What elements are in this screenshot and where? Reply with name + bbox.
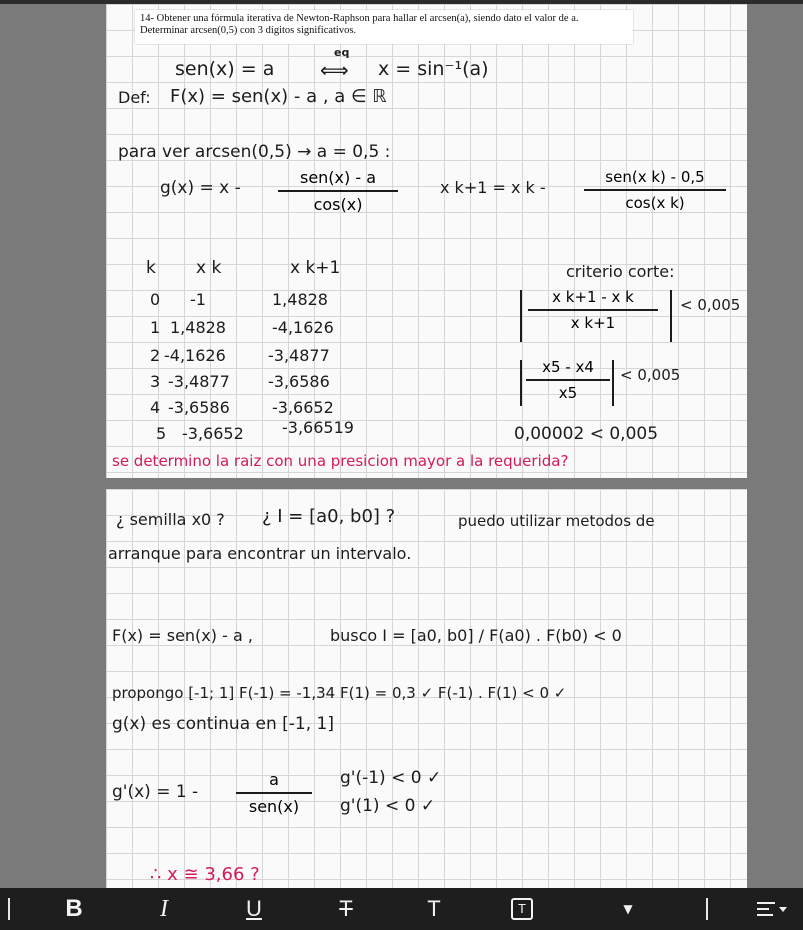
table-row-1-xk1: -4,1626: [272, 318, 334, 337]
table-row-5-k: 5: [156, 424, 167, 443]
table-row-3-xk1: -3,6586: [268, 372, 330, 391]
crit-result: 0,00002 < 0,005: [514, 424, 659, 444]
continua-text: g(x) es continua en [-1, 1]: [112, 714, 334, 734]
iter-fraction-bar: [584, 189, 726, 191]
g-fraction-bar: [278, 190, 398, 192]
seed-question: ¿ semilla x0 ?: [116, 510, 225, 529]
crit2-numerator: x5 - x4: [542, 358, 594, 376]
bold-button[interactable]: B: [65, 895, 83, 922]
table-header-k: k: [146, 258, 156, 278]
criterio-title: criterio corte:: [566, 262, 675, 281]
table-row-0-xk1: 1,4828: [272, 290, 328, 309]
strikethrough-button[interactable]: T: [339, 896, 353, 921]
text-size-button[interactable]: T: [427, 896, 441, 921]
conclusion-text: se determino la raiz con una presicion mayor a la requerida?: [112, 452, 569, 470]
def-label: Def:: [118, 88, 151, 107]
para-line: para ver arcsen(0,5) → a = 0,5 :: [118, 142, 391, 162]
gprime-denominator: sen(x): [248, 797, 300, 816]
g-numerator: sen(x) - a: [299, 168, 377, 187]
final-answer: ∴ x ≅ 3,66 ?: [150, 864, 260, 885]
crit2-fraction-bar: [526, 379, 610, 381]
gprime-numerator: a: [269, 770, 279, 789]
problem-line-2: Determinar arcsen(0,5) con 3 dígitos significativos.: [140, 25, 357, 36]
f-definition: F(x) = sen(x) - a ,: [112, 626, 253, 645]
alignment-menu-button[interactable]: [752, 894, 792, 924]
toolbar-divider-right: [706, 898, 708, 920]
table-row-5-xk: -3,6652: [182, 424, 244, 443]
gprime-check-1: g'(-1) < 0 ✓: [340, 768, 442, 788]
crit2-abs-left: [520, 360, 522, 406]
equiv-arrow-icon: ⟺: [320, 58, 349, 82]
crit1-abs-left: [520, 290, 522, 342]
equiv-left: sen(x) = a: [175, 58, 275, 80]
dropdown-caret-icon[interactable]: ▼: [623, 902, 633, 916]
gprime-fraction-bar: [236, 792, 312, 794]
iter-denominator: cos(x k): [625, 194, 685, 212]
tool-text: puedo utilizar metodos de: [458, 512, 655, 530]
table-row-2-k: 2: [150, 346, 161, 365]
g-denominator: cos(x): [313, 195, 363, 214]
equiv-symbol: eq: [334, 46, 350, 59]
table-row-4-xk1: -3,6652: [272, 398, 334, 417]
iter-fraction: [584, 168, 726, 212]
table-row-2-xk: -4,1626: [164, 346, 226, 365]
iter-left: x k+1 = x k -: [440, 178, 546, 197]
table-row-1-k: 1: [150, 318, 161, 337]
align-lines-icon: [755, 899, 789, 919]
crit1-numerator: x k+1 - x k: [552, 288, 634, 306]
crit2-fraction: [526, 358, 610, 402]
def-text: F(x) = sen(x) - a , a ∈ ℝ: [170, 86, 387, 107]
table-row-3-xk: -3,4877: [168, 372, 230, 391]
gprime-fraction: [236, 770, 312, 816]
crit1-denominator: x k+1: [570, 314, 616, 332]
problem-statement: [135, 10, 633, 44]
table-row-0-k: 0: [150, 290, 161, 309]
iter-numerator: sen(x k) - 0,5: [605, 168, 705, 186]
problem-line-1: 14- Obtener una fórmula iterativa de Newton-Raphson para hallar el arcsen(a), siendo dato el valor de a.: [140, 13, 579, 24]
g-left: g(x) = x -: [160, 178, 241, 198]
propongo-text: propongo [-1; 1] F(-1) = -1,34 F(1) = 0,3 ✓ F(-1) . F(1) < 0 ✓: [112, 684, 567, 702]
underline-button[interactable]: U: [246, 896, 262, 921]
equiv-right: x = sin⁻¹(a): [378, 58, 489, 80]
crit2-abs-right: [612, 360, 614, 406]
busco-text: busco I = [a0, b0] / F(a0) . F(b0) < 0: [330, 626, 622, 645]
table-row-1-xk: 1,4828: [170, 318, 226, 337]
toolbar-divider-left: [8, 898, 10, 920]
table-header-xk1: x k+1: [290, 258, 341, 278]
crit1-fraction: [528, 288, 658, 332]
text-box-button[interactable]: [508, 894, 536, 924]
italic-button[interactable]: I: [160, 895, 168, 922]
crit2-rhs: < 0,005: [620, 366, 681, 384]
gprime-left: g'(x) = 1 -: [112, 782, 199, 802]
table-row-4-k: 4: [150, 398, 161, 417]
crit2-denominator: x5: [558, 384, 578, 402]
table-row-5-xk1: -3,66519: [282, 418, 354, 437]
format-toolbar: [0, 888, 803, 930]
gprime-check-2: g'(1) < 0 ✓: [340, 796, 436, 816]
table-row-2-xk1: -3,4877: [268, 346, 330, 365]
table-row-3-k: 3: [150, 372, 161, 391]
table-header-xk: x k: [196, 258, 222, 278]
crit1-abs-right: [670, 290, 672, 342]
crit1-fraction-bar: [528, 309, 658, 311]
crit1-rhs: < 0,005: [680, 296, 741, 314]
interval-question: ¿ I = [a0, b0] ?: [262, 506, 396, 527]
table-row-4-xk: -3,6586: [168, 398, 230, 417]
g-fraction: [278, 168, 398, 214]
table-row-0-xk: -1: [190, 290, 206, 309]
text-box-icon: T: [511, 898, 533, 920]
arranque-text: arranque para encontrar un intervalo.: [108, 544, 412, 563]
